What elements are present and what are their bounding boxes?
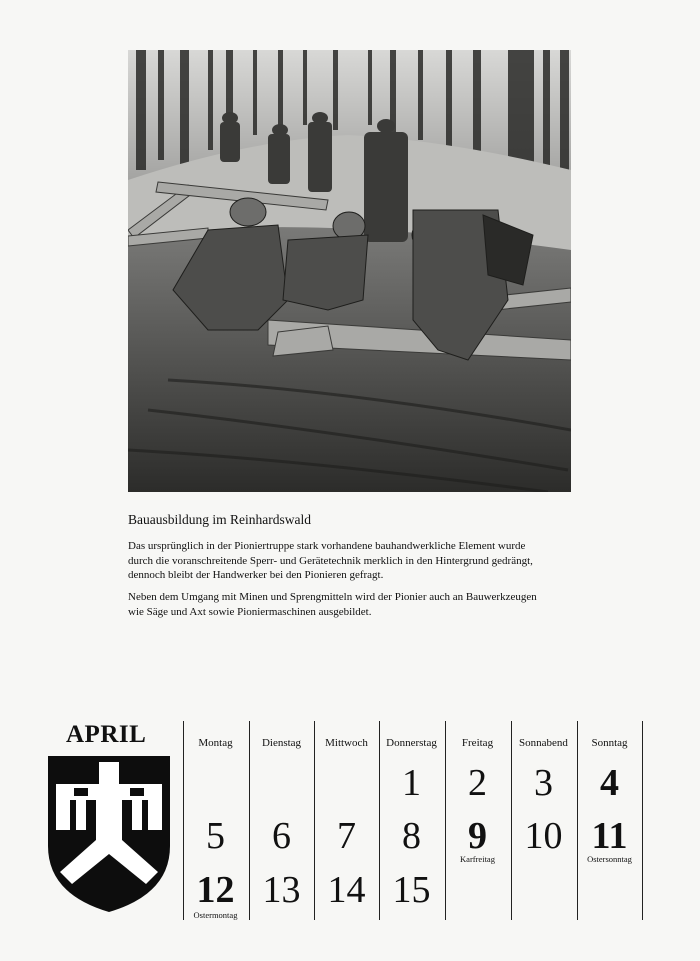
date-number-holiday: 9: [468, 815, 487, 857]
caption-paragraph-1: [128, 539, 588, 583]
caption-paragraph-2: [128, 590, 588, 619]
day-column-mittwoch: [314, 721, 379, 920]
caption-line: Neben dem Umgang mit Minen und Sprengmitteln wird der Pionier auch an Bauwerkzeugen: [128, 591, 537, 603]
caption-line: Das ursprünglich in der Pioniertruppe stark vorhandene bauhandwerkliche Element wurde: [128, 540, 526, 552]
day-column-sonnabend: [511, 721, 576, 920]
day-column-montag: [183, 721, 248, 920]
date-number: 2: [468, 762, 487, 804]
day-name: Montag: [198, 737, 233, 749]
day-name: Dienstag: [261, 737, 302, 749]
date-number: 15: [392, 869, 431, 911]
day-column-freitag: [445, 721, 510, 920]
day-column-dienstag: [249, 721, 314, 920]
day-name: Sonnabend: [519, 737, 568, 749]
date-number: 7: [337, 815, 356, 857]
calendar-photo: [128, 50, 571, 492]
month-title: APRIL: [66, 721, 147, 748]
caption-title: Bauausbildung im Reinhardswald: [128, 512, 311, 527]
day-name: Freitag: [461, 737, 494, 749]
date-number: 6: [272, 815, 291, 857]
date-number-sunday: 4: [600, 762, 619, 804]
day-column-donnerstag: [379, 721, 444, 920]
date-number: 8: [402, 815, 421, 857]
holiday-label: Karfreitag: [460, 854, 495, 864]
holiday-label: Ostermontag: [193, 910, 238, 920]
day-name: Mittwoch: [325, 737, 368, 749]
day-name: Donnerstag: [386, 737, 437, 749]
day-name: Sonntag: [591, 737, 628, 749]
date-number-holiday: 12: [196, 869, 235, 911]
day-column-sonntag: [577, 721, 642, 920]
date-number: 3: [534, 762, 553, 804]
caption-line: durch die voranschreitende Sperr- und Gerätetechnik merklich in den Hintergrund gedrängt,: [128, 554, 533, 567]
holiday-label: Ostersonntag: [587, 854, 632, 864]
date-number: 5: [206, 815, 225, 857]
grid-line: [642, 721, 643, 920]
date-number: 10: [524, 815, 563, 857]
date-number: 13: [262, 869, 301, 911]
caption-line: wie Säge und Axt sowie Pioniermaschinen ausgebildet.: [128, 605, 372, 618]
pioneer-crest-icon: [46, 754, 172, 914]
date-number: 1: [402, 762, 421, 804]
date-number-sunday: 11: [591, 815, 628, 857]
photo-scene: [128, 50, 571, 492]
date-number: 14: [327, 869, 366, 911]
caption-line: dennoch bleibt der Handwerker bei den Pionieren gefragt.: [128, 569, 384, 581]
